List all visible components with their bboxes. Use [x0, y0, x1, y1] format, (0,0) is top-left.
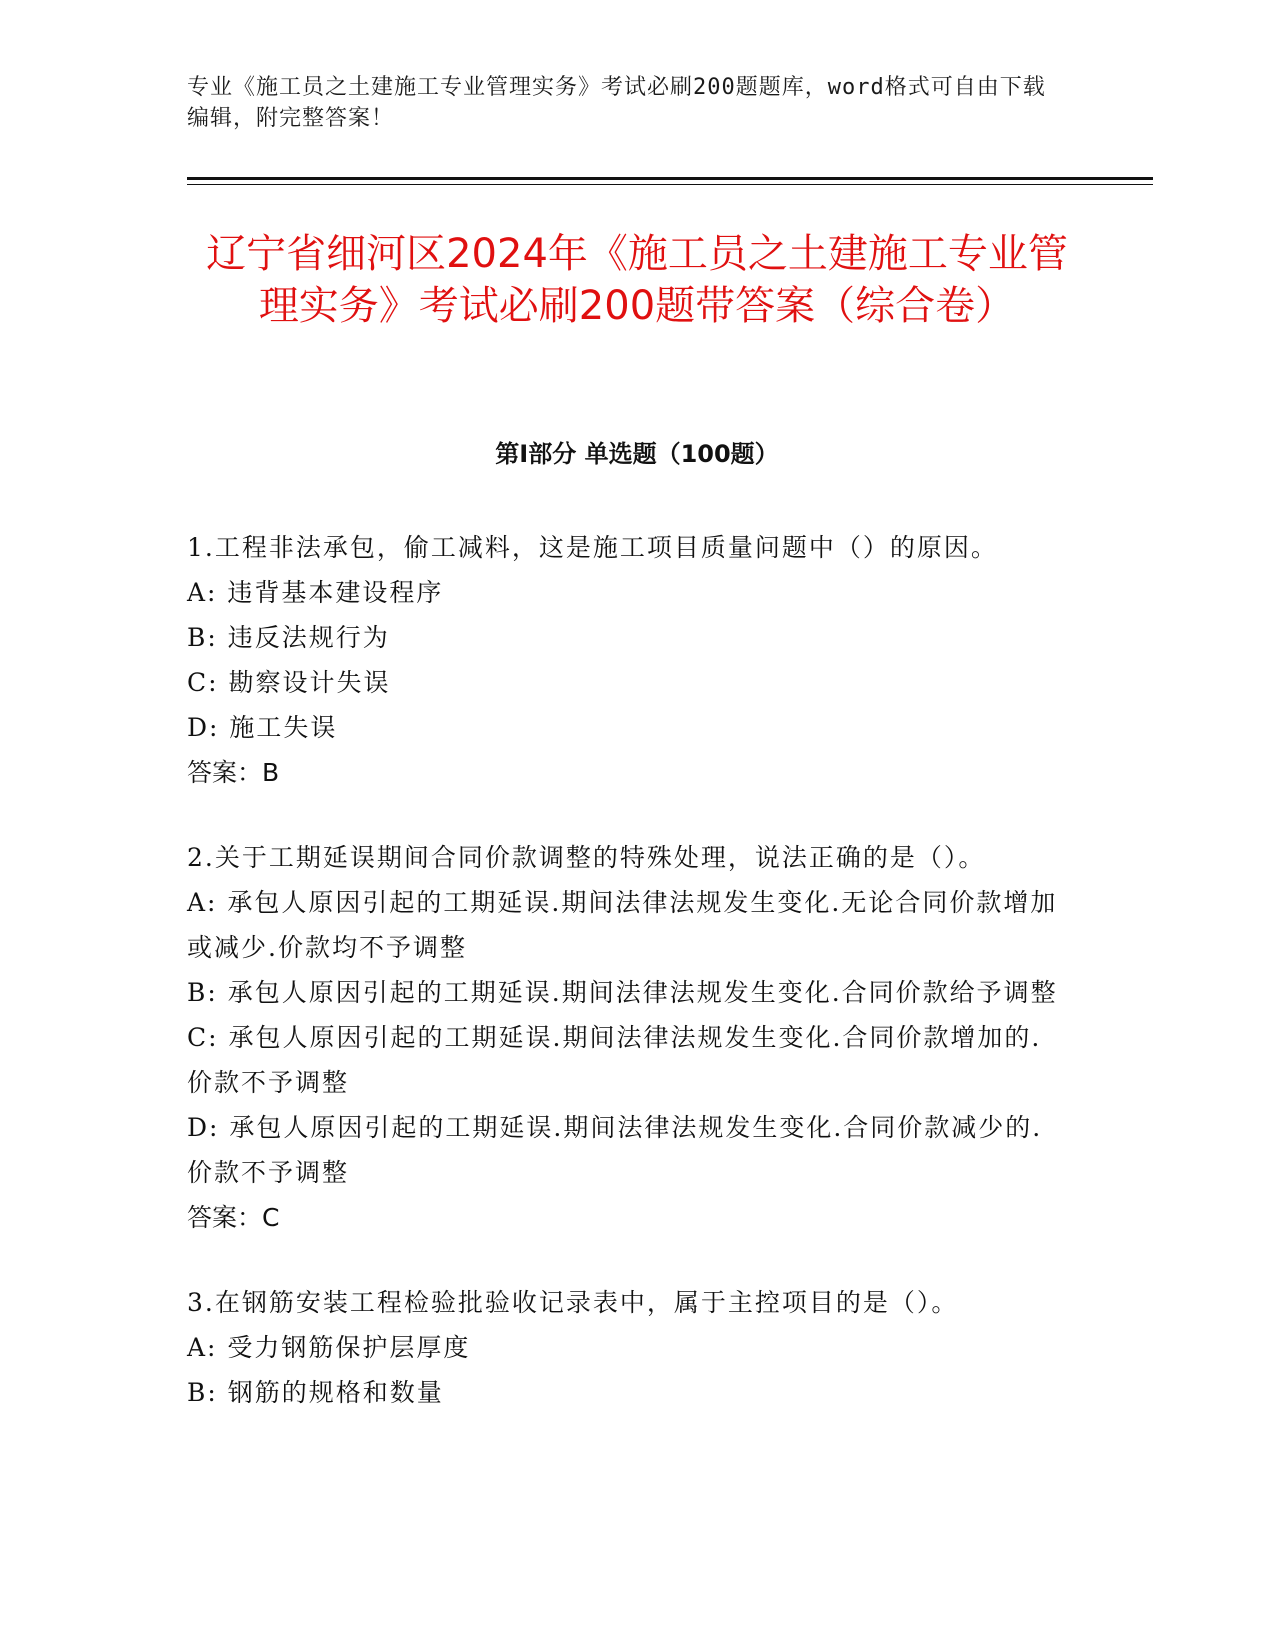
question-list [187, 525, 1067, 1455]
question-stem: 3.在钢筋安装工程检验批验收记录表中，属于主控项目的是（）。 [187, 1288, 959, 1317]
answer-label: 答案：C [187, 1203, 280, 1232]
option-b: B: 承包人原因引起的工期延误.期间法律法规发生变化.合同价款给予调整 [187, 978, 1058, 1007]
option-a: A: 承包人原因引起的工期延误.期间法律法规发生变化.无论合同价款增加或减少.价款均不予调整 [187, 888, 1058, 962]
header-note: 专业《施工员之土建施工专业管理实务》考试必刷200题题库，word格式可自由下载编辑，附完整答案！ [187, 75, 1046, 131]
answer-label: 答案：B [187, 758, 280, 787]
option-c: C: 承包人原因引起的工期延误.期间法律法规发生变化.合同价款增加的.价款不予调整 [187, 1023, 1042, 1097]
option-c: C: 勘察设计失误 [187, 668, 391, 697]
option-a: A: 违背基本建设程序 [187, 578, 444, 607]
document-title: 辽宁省细河区2024年《施工员之土建施工专业管理实务》考试必刷200题带答案（综合卷） [206, 231, 1068, 329]
header-divider-thick [187, 177, 1153, 180]
header-divider-thin [187, 184, 1153, 185]
option-d: D: 施工失误 [187, 713, 338, 742]
question-stem: 1.工程非法承包，偷工减料，这是施工项目质量问题中（）的原因。 [187, 533, 998, 562]
option-b: B: 违反法规行为 [187, 623, 390, 652]
question-2 [187, 835, 1067, 1240]
option-b: B: 钢筋的规格和数量 [187, 1378, 444, 1407]
option-d: D: 承包人原因引起的工期延误.期间法律法规发生变化.合同价款减少的.价款不予调整 [187, 1113, 1043, 1187]
question-stem: 2.关于工期延误期间合同价款调整的特殊处理，说法正确的是（）。 [187, 843, 986, 872]
option-a: A: 受力钢筋保护层厚度 [187, 1333, 471, 1362]
section-title: 第Ⅰ部分 单选题（100题） [495, 440, 779, 468]
question-1 [187, 525, 1067, 795]
question-3 [187, 1280, 1067, 1415]
